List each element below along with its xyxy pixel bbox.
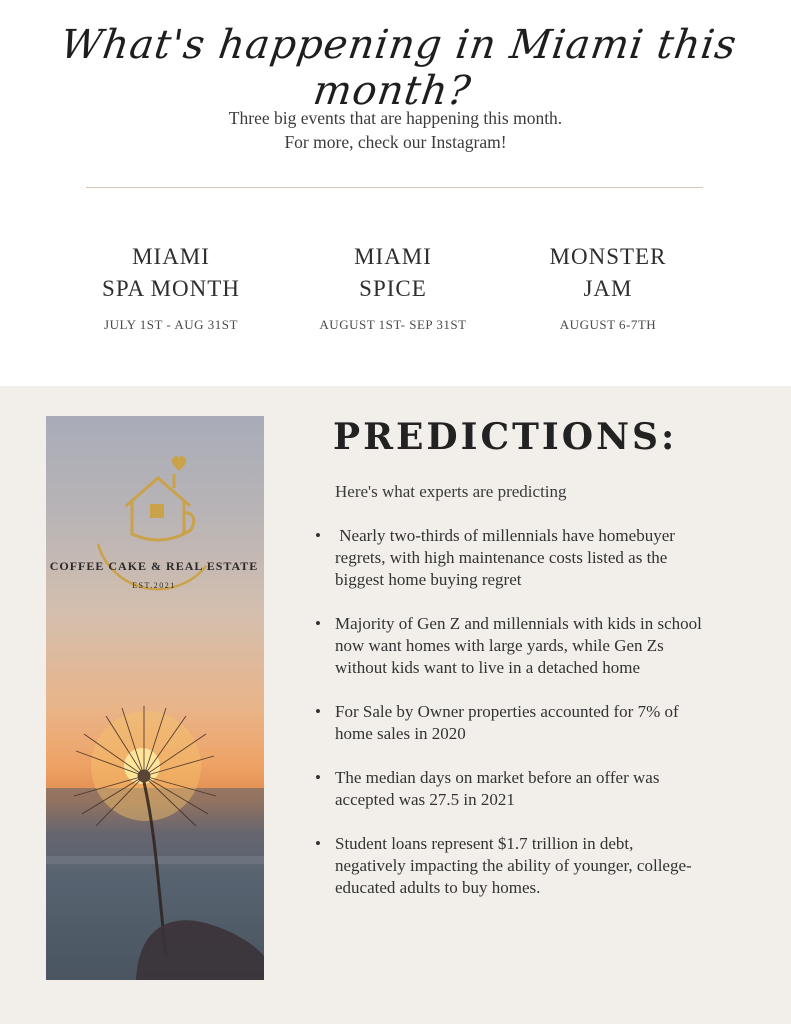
page-headline: What's happening in Miami this month?	[57, 22, 740, 114]
list-item	[312, 525, 702, 591]
event-date: JULY 1ST - AUG 31ST	[104, 317, 238, 332]
predictions-title: PREDICTIONS:	[333, 416, 678, 458]
section-divider	[86, 187, 703, 188]
bullet-icon: •	[315, 526, 321, 545]
subtitle-line-1: Three big events that are happening this month.	[228, 108, 563, 128]
list-item-text: For Sale by Owner properties accounted for 7% of home sales in 2020	[335, 702, 679, 743]
event-title	[503, 241, 713, 305]
house-cup-heart-icon	[126, 456, 194, 540]
bullet-icon: •	[315, 614, 321, 633]
bullet-icon: •	[315, 768, 321, 787]
list-item-text: Student loans represent $1.7 trillion in debt, negatively impacting the ability of younger, college-educated adults to buy homes.	[335, 834, 692, 897]
dandelion-sunset-photo	[46, 416, 264, 980]
list-item	[312, 833, 702, 899]
logo-established: EST.2021	[132, 581, 176, 590]
event-title-line-1: MONSTER	[549, 244, 667, 269]
event-title	[66, 241, 276, 305]
subtitle	[0, 106, 791, 154]
event-title-line-2: SPICE	[359, 276, 427, 301]
event-monster-jam	[503, 241, 713, 333]
list-item	[312, 701, 702, 745]
bullet-icon: •	[315, 702, 321, 721]
event-title	[288, 241, 498, 305]
list-item-text: Nearly two-thirds of millennials have homebuyer regrets, with high maintenance costs listed as the biggest home buying regret	[335, 526, 680, 589]
events-section	[0, 0, 791, 386]
photo-illustration	[46, 416, 264, 980]
list-item-text: The median days on market before an offer was accepted was 27.5 in 2021	[335, 768, 660, 809]
subtitle-line-2: For more, check our Instagram!	[284, 132, 507, 152]
list-item	[312, 767, 702, 811]
event-miami-spice	[288, 241, 498, 333]
event-date: AUGUST 6-7TH	[559, 317, 657, 332]
event-miami-spa-month	[66, 241, 276, 333]
event-date: AUGUST 1ST- SEP 31ST	[319, 317, 467, 332]
event-title-line-2: JAM	[583, 276, 633, 301]
bullet-icon: •	[315, 834, 321, 853]
list-item	[312, 613, 702, 679]
event-title-line-1: MIAMI	[132, 244, 210, 269]
predictions-list	[312, 525, 702, 921]
logo-brand-name: COFFEE CAKE & REAL ESTATE	[49, 559, 259, 573]
predictions-section	[0, 386, 791, 1024]
predictions-intro: Here's what experts are predicting	[335, 482, 567, 501]
logo	[50, 456, 259, 590]
event-title-line-2: SPA MONTH	[102, 276, 240, 301]
event-title-line-1: MIAMI	[354, 244, 432, 269]
list-item-text: Majority of Gen Z and millennials with kids in school now want homes with large yards, while Gen Zs without kids want to live in a detached home	[335, 614, 702, 677]
